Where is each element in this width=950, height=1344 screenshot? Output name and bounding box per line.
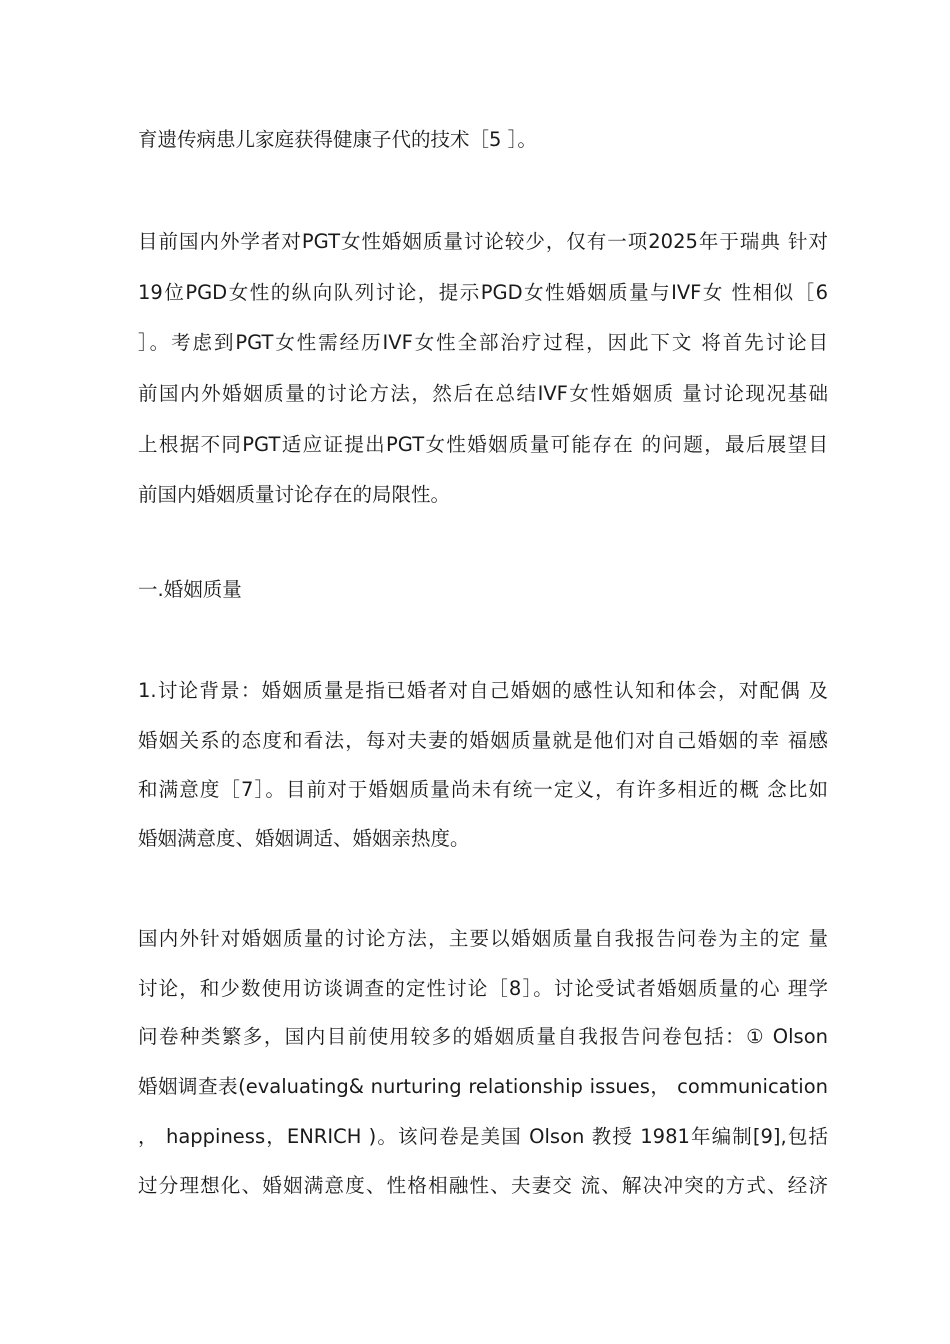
text-line: 上根据不同PGT适应证提出PGT女性婚姻质量可能存在 的问题，最后展望目 (138, 433, 828, 456)
text-line: 1.讨论背景：婚姻质量是指已婚者对自己婚姻的感性认知和体会，对配偶 及 (138, 679, 828, 702)
text-line: 前国内婚姻质量讨论存在的局限性。 (138, 483, 451, 506)
text-line: 目前国内外学者对PGT女性婚姻质量讨论较少，仅有一项2025年于瑞典 针对 (138, 230, 828, 253)
text-line: 婚姻调查表(evaluating& nurturing relationship issues， communication (138, 1075, 828, 1098)
text-line: 过分理想化、婚姻满意度、性格相融性、夫妻交 流、解决冲突的方式、经济 (138, 1174, 828, 1197)
text-line: 讨论，和少数使用访谈调查的定性讨论［8］。讨论受试者婚姻质量的心 理学 (138, 977, 828, 1000)
text-line: 问卷种类繁多，国内目前使用较多的婚姻质量自我报告问卷包括：① Olson (138, 1025, 828, 1048)
section-heading: 一.婚姻质量 (138, 578, 242, 601)
text-line: ， happiness，ENRICH )。该问卷是美国 Olson 教授 1981年编制[9],包括 (138, 1125, 828, 1148)
text-line: 婚姻满意度、婚姻调适、婚姻亲热度。 (138, 827, 470, 850)
text-line: ］。考虑到PGT女性需经历IVF女性全部治疗过程，因此下文 将首先讨论目 (138, 331, 828, 354)
text-line: 婚姻关系的态度和看法，每对夫妻的婚姻质量就是他们对自己婚姻的幸 福感 (138, 729, 828, 752)
text-line: 19位PGD女性的纵向队列讨论，提示PGD女性婚姻质量与IVF女 性相似［6 (138, 281, 828, 304)
text-line: 前国内外婚姻质量的讨论方法，然后在总结IVF女性婚姻质 量讨论现况基础 (138, 382, 828, 405)
text-line: 和满意度［7］。目前对于婚姻质量尚未有统一定义，有许多相近的概 念比如 (138, 778, 828, 801)
text-line: 育遗传病患儿家庭获得健康子代的技术［5 ］。 (138, 128, 537, 151)
text-line: 国内外针对婚姻质量的讨论方法，主要以婚姻质量自我报告问卷为主的定 量 (138, 927, 828, 950)
